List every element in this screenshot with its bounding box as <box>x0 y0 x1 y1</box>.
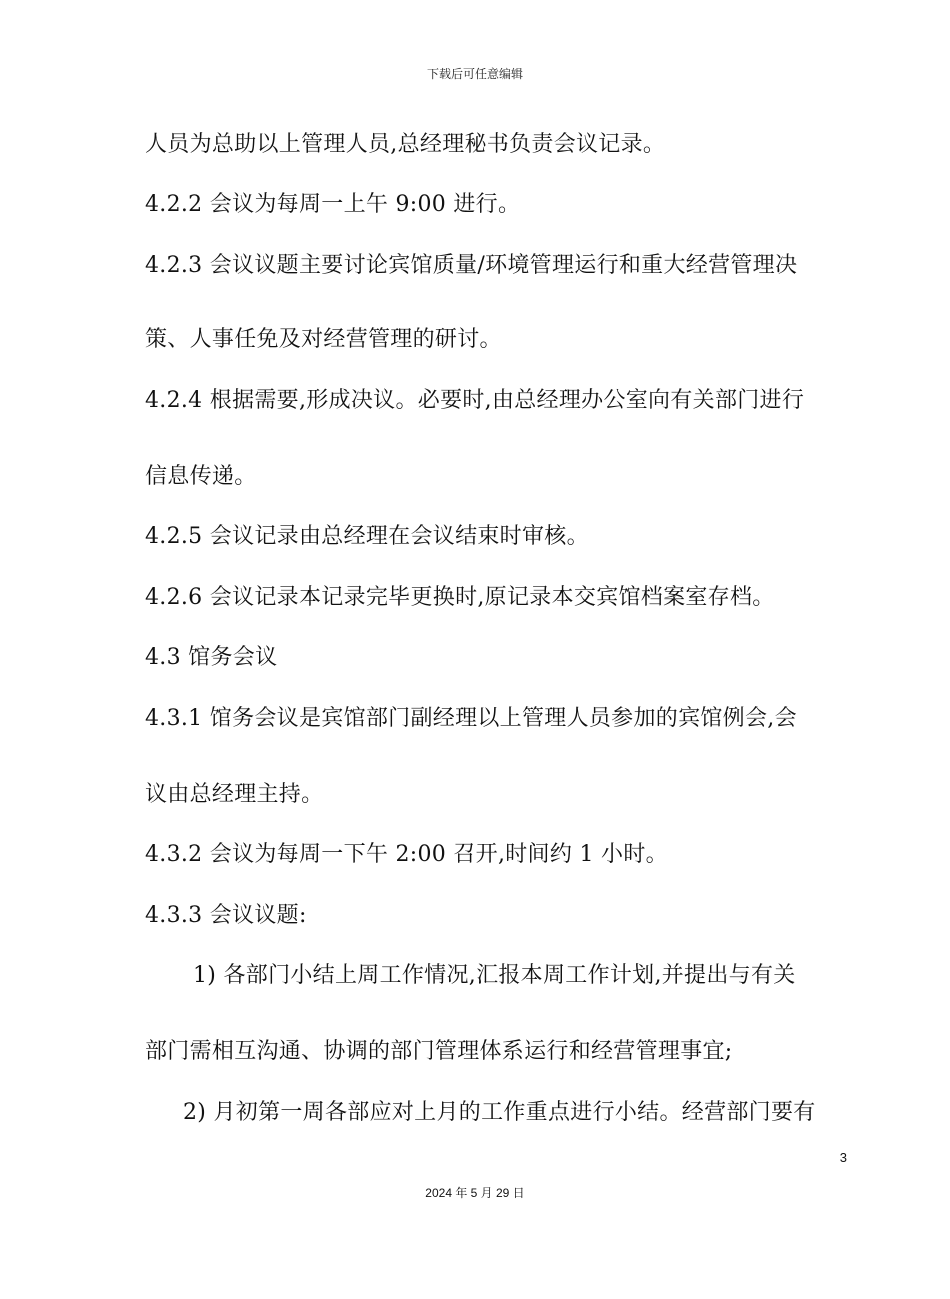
body-line: 4.2.5 会议记录由总经理在会议结束时审核。 <box>145 524 589 549</box>
body-line: 4.2.2 会议为每周一上午 9:00 进行。 <box>145 192 521 217</box>
page-footer-date: 2024 年 5 月 29 日 <box>425 1186 525 1200</box>
list-item: 2) 月初第一周各部应对上月的工作重点进行小结。经营部门要有 <box>183 1100 816 1125</box>
body-line: 部门需相互沟通、协调的部门管理体系运行和经营管理事宜; <box>145 1039 733 1064</box>
body-line: 4.2.3 会议议题主要讨论宾馆质量/环境管理运行和重大经营管理决 <box>145 253 798 278</box>
body-line: 策、人事任免及对经营管理的研讨。 <box>145 327 502 352</box>
body-line: 4.2.4 根据需要,形成决议。必要时,由总经理办公室向有关部门进行 <box>145 388 805 413</box>
body-line: 议由总经理主持。 <box>145 782 324 807</box>
body-line: 人员为总助以上管理人员,总经理秘书负责会议记录。 <box>145 132 666 157</box>
body-line: 4.3.1 馆务会议是宾馆部门副经理以上管理人员参加的宾馆例会,会 <box>145 706 797 731</box>
body-line: 4.3.3 会议议题: <box>145 903 307 928</box>
body-line: 4.2.6 会议记录本记录完毕更换时,原记录本交宾馆档案室存档。 <box>145 585 775 610</box>
list-item: 1) 各部门小结上周工作情况,汇报本周工作计划,并提出与有关 <box>193 963 796 988</box>
page-number: 3 <box>839 1150 847 1165</box>
body-line: 4.3.2 会议为每周一下午 2:00 召开,时间约 1 小时。 <box>145 842 668 867</box>
page-header: 下载后可任意编辑 <box>426 67 523 81</box>
section-heading: 4.3 馆务会议 <box>145 645 278 670</box>
body-line: 信息传递。 <box>145 464 257 489</box>
